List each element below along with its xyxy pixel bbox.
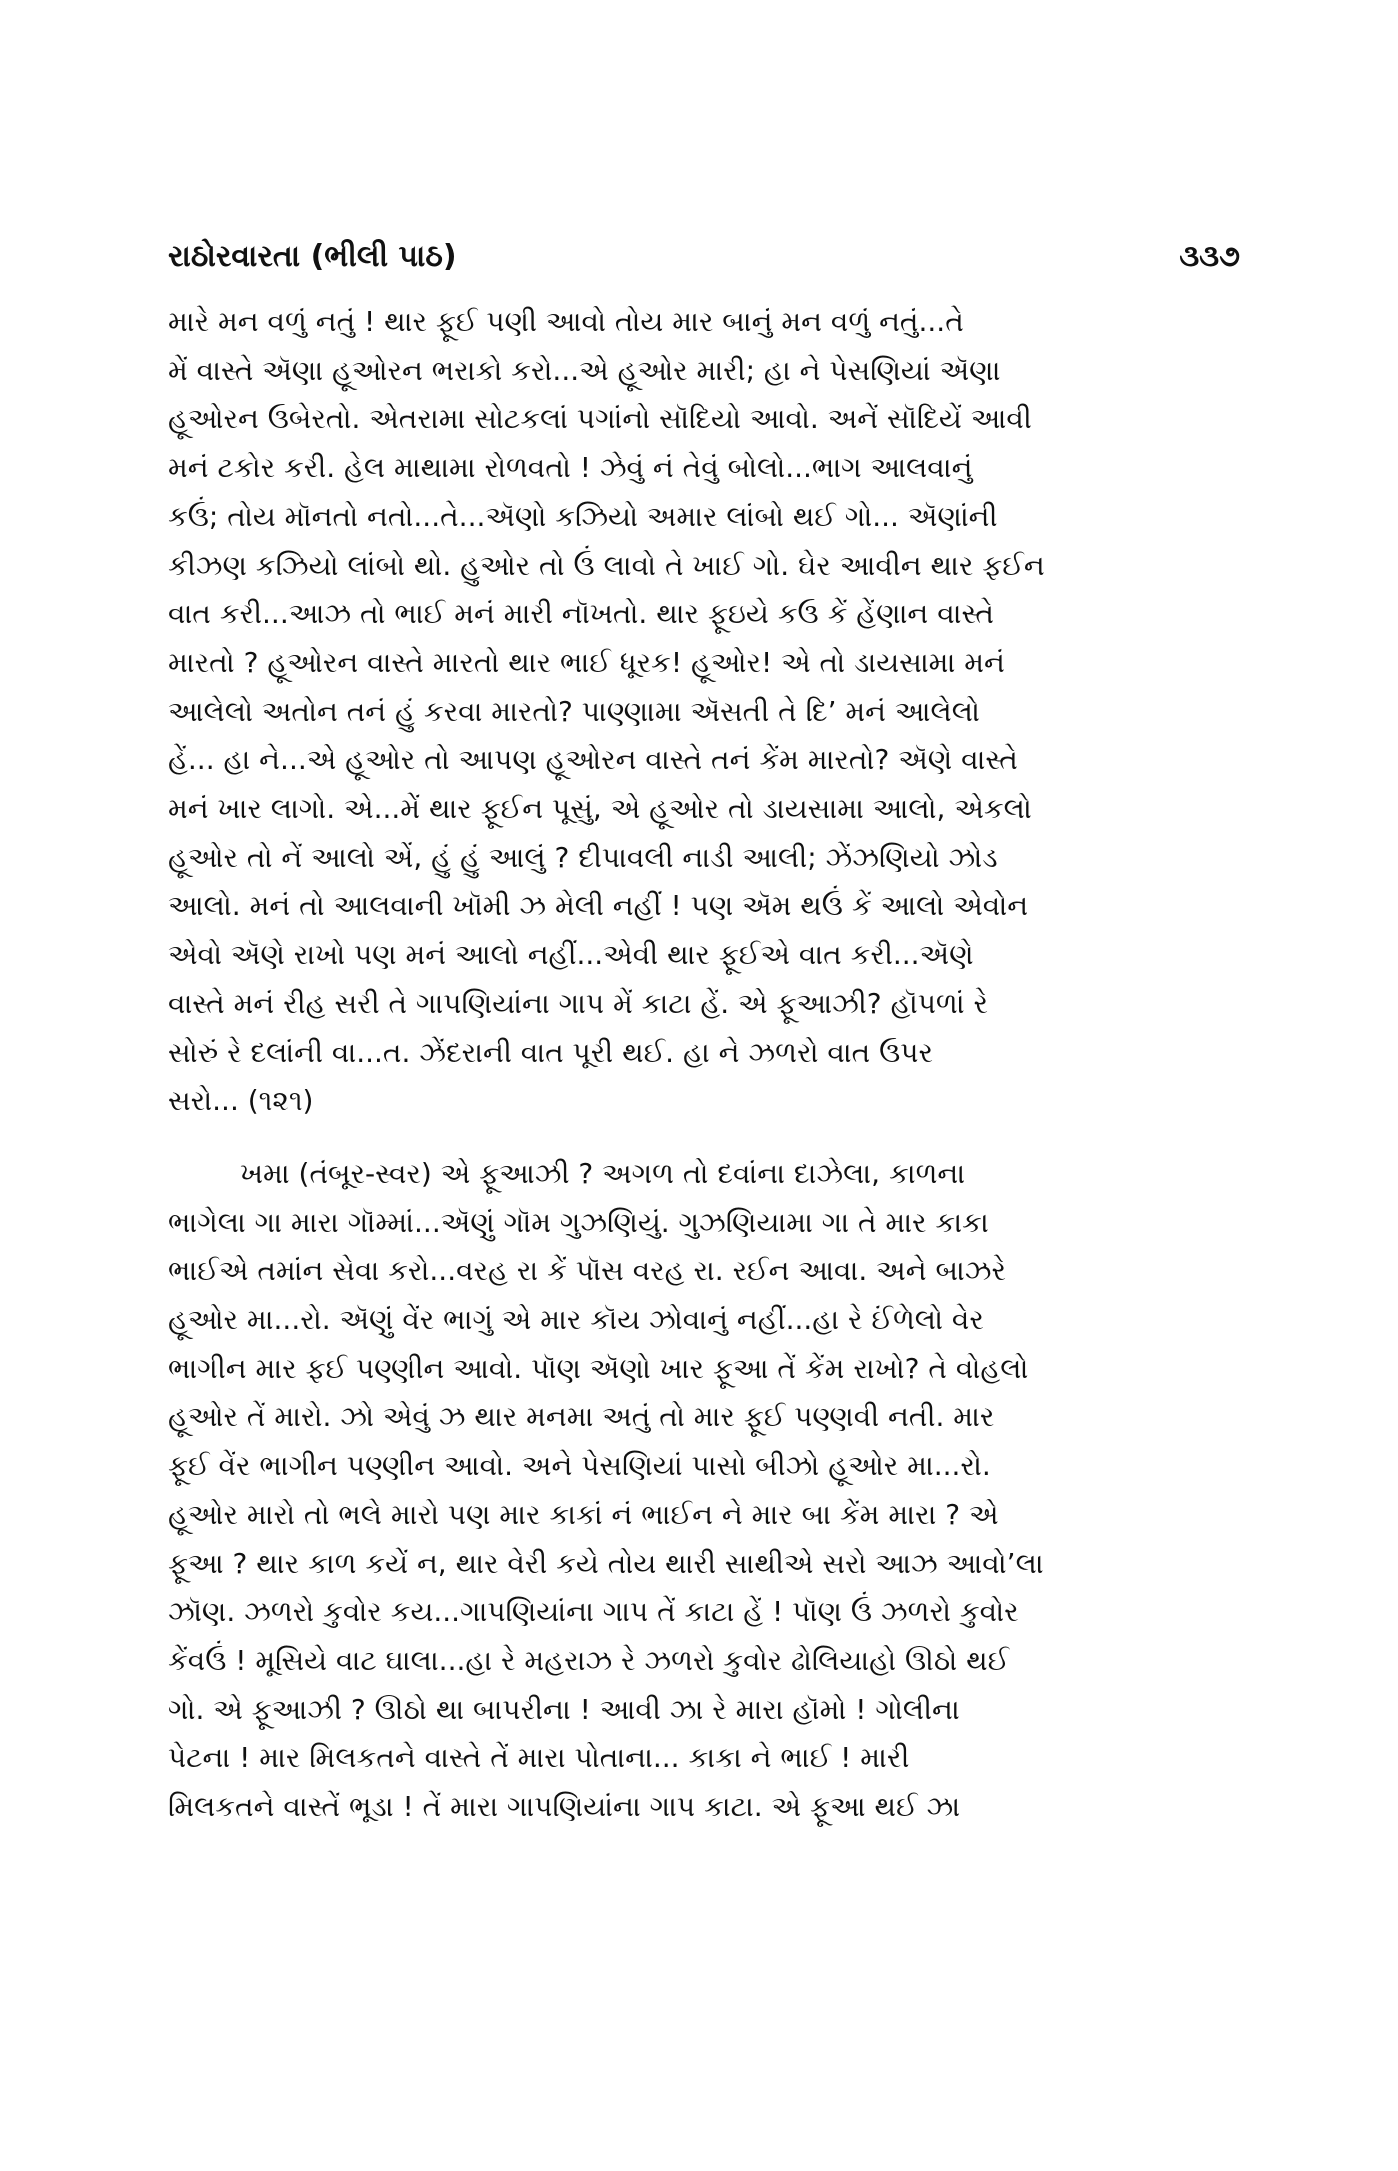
page-number: ૩૩૭ <box>1179 238 1240 274</box>
paragraph-1: મારે મન વળું નતું ! થાર ફૂઈ પણી આવો તોય માર બાનું મન વળું નતું...તે મેં વાસ્તે ઍણા હૂઓરન ભરાકો કરો...એ હૂઓર મારી; હા ને પેસણિયાં ઍણા હૂઓરન ઉબેરતો. એતરામા સોટકલાં પગાંનો સૉદિયો આવો. અનેં સૉદિયેં આવી મનં ટકોર કરી. હેલ માથામા રોળવતો ! ઝેવું નં તેવું બોલો...ભાગ આલવાનું કઉં; તોય મૉનતો નતો...તે...ઍણો કઝિયો અમાર લાંબો થઈ ગો... ઍણાંની કીઝણ કઝિયો લાંબો થો. હુઓર તો ઉં લાવો તે ખાઈ ગો. ઘેર આવીન થાર ફઈન વાત કરી...આઝ તો ભાઈ મનં મારી નૉખતો. થાર ફૂઇયે કઉ કેં હેંણાન વાસ્તે મારતો ? હૂઓરન વાસ્તે મારતો થાર ભાઈ ધૂરક! હૂઓર! એ તો ડાયસામા મનં આલેલો અતોન તનં હું કરવા મારતો? પાણ્ણામા ઍસતી તે દિ’ મનં આલેલો હેં... હા ને...એ હૂઓર તો આપણ હૂઓરન વાસ્તે તનં કેંમ મારતો? ઍણે વાસ્તે મનં ખાર લાગો. એ...મેં થાર ફૂઈન પૂસું, એ હૂઓર તો ડાયસામા આલો, એકલો હૂઓર તો નેં આલો એં, હું હું આલું ? દીપાવલી નાડી આલી; ઝેંઝણિયો ઝોડ આલો. મનં તો આલવાની ખૉમી ઝ મેલી નહીં ! પણ ઍમ થઉં કેં આલો એવોન એવો ઍણે રાખો પણ મનં આલો નહીં...એવી થાર ફૂઈએ વાત કરી...ઍણે વાસ્તે મનં રીહ સરી તે ગાપણિયાંના ગાપ મેં કાટા હેં. એ ફૂઆઝી? હૉપળાં રે સોરું રે દલાંની વા...ત. ઝેંદરાની વાત પૂરી થઈ. હા ને ઝળરો વાત ઉપર સરો... (૧૨૧) <box>168 305 1045 1118</box>
body-text <box>168 298 1240 1832</box>
paragraph-2: ખમા (તંબૂર-સ્વર) એ ફૂઆઝી ? અગળ તો દવાંના દાઝેલા, કાળના ભાગેલા ગા મારા ગૉમ્માં...ઍણું ગૉમ ગુઝણિયું. ગુઝણિયામા ગા તે માર કાકા ભાઈએ તમાંન સેવા કરો...વરહ રા કેં પૉસ વરહ રા. રઈન આવા. અને બાઝરે હૂઓર મા...રો. ઍણું વેંર ભાગું એ માર કૉય ઝોવાનું નહીં...હા રે ઈંળેલો વેર ભાગીન માર ફઈ પણ્ણીન આવો. પૉણ ઍણો ખાર ફૂઆ તેં કેંમ રાખો? તે વોહલો હૂઓર તેં મારો. ઝો એવું ઝ થાર મનમા અતું તો માર ફૂઈ પણ્ણવી નતી. માર ફૂઈ વેંર ભાગીન પણ્ણીન આવો. અને પેસણિયાં પાસો બીઝો હૂઓર મા...રો. હૂઓર મારો તો ભલે મારો પણ માર કાકાં નં ભાઈન ને માર બા કેંમ મારા ? એ ફૂઆ ? થાર કાળ કયેં ન, થાર વેરી કયે તોય થારી સાથીએ સરો આઝ આવો’લા ઝૉણ. ઝળરો કુવોર કય...ગાપણિયાંના ગાપ તેં કાટા હેં ! પૉણ ઉં ઝળરો કુવોર કેંવઉં ! મૂસિયે વાટ ઘાલા...હા રે મહરાઝ રે ઝળરો કુવોર ઢોલિયાહો ઊઠો થઈ ગો. એ ફૂઆઝી ? ઊઠો થા બાપરીના ! આવી ઝા રે મારા હૉમો ! ગોલીના પેટના ! માર મિલકતને વાસ્તે તેં મારા પોતાના... કાકા ને ભાઈ ! મારી મિલકતને વાસ્તેં ભૂડા ! તેં મારા ગાપણિયાંના ગાપ કાટા. એ ફૂઆ થઈ ઝા <box>168 1156 1044 1824</box>
running-title: રાઠોરવારતા (ભીલી પાઠ) <box>168 238 457 274</box>
running-header <box>168 232 1240 280</box>
